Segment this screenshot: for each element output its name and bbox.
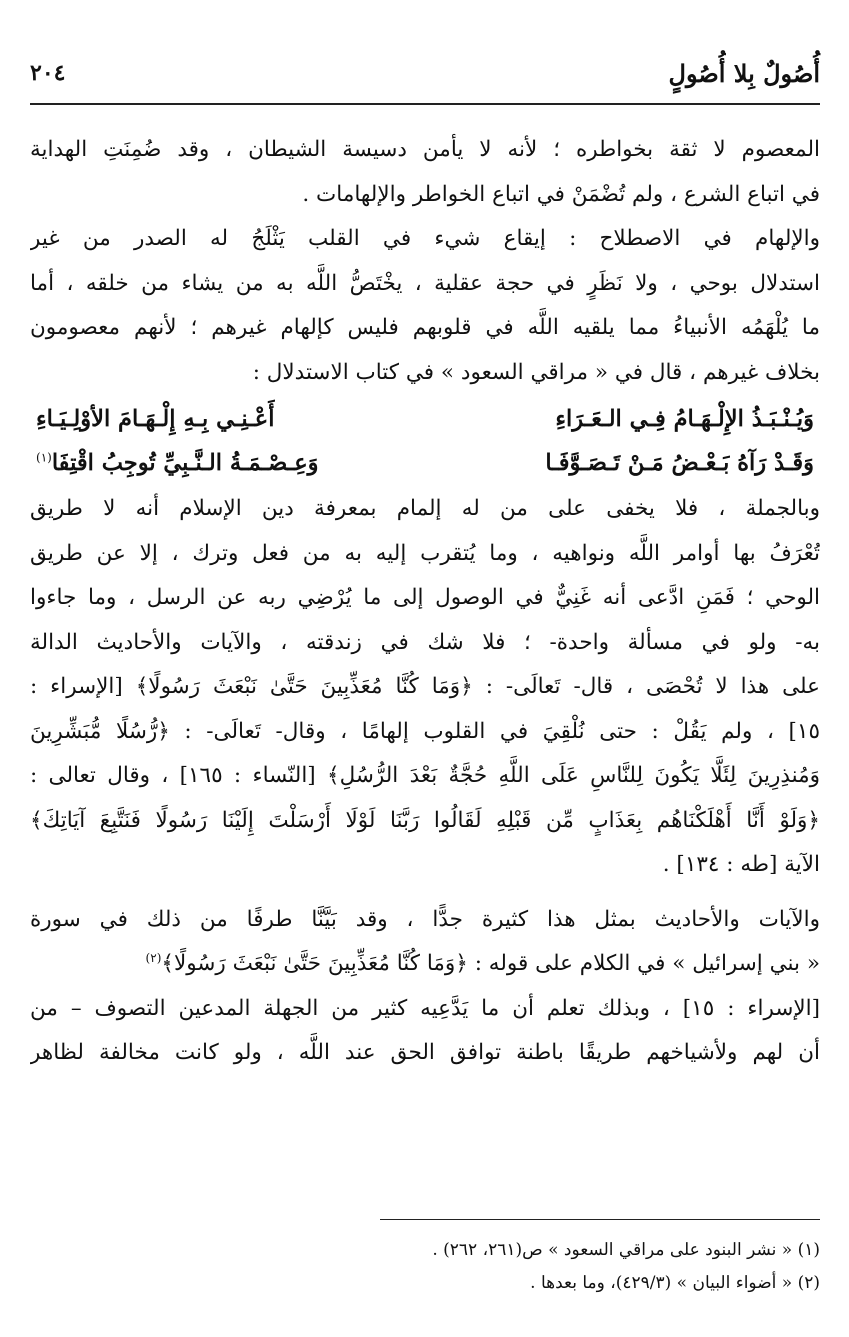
verse-line: [36, 397, 814, 441]
page-number: ٢٠٤: [30, 60, 66, 86]
paragraph-3: [30, 487, 820, 888]
text-line: « بني إسرائيل » في الكلام على قوله : ﴿وَمَا كُنَّا مُعَذِّبِينَ حَتَّىٰ نَبْعَثَ رَسُولًا﴾: [161, 951, 820, 976]
text-line: الآية [طه : ١٣٤] .: [662, 852, 820, 877]
verse-line: [36, 441, 814, 485]
text-line: وَمُنذِرِينَ لِئَلَّا يَكُونَ لِلنَّاسِ عَلَى اللَّهِ حُجَّةٌ بَعْدَ الرُّسُلِ﴾ [النّساء : ١٦٥] ، وقال تعالى :: [30, 763, 820, 788]
text-line: على هذا لا تُحْصَى ، قال- تَعالَى- : ﴿وَمَا كُنَّا مُعَذِّبِينَ حَتَّىٰ نَبْعَثَ رَسُولًا﴾ [الإسراء :: [30, 674, 820, 699]
text-line-with-note: [30, 942, 820, 987]
text-line: بخلاف غيرهم ، قال في « مراقي السعود » في كتاب الاستدلال :: [252, 359, 820, 385]
text-line: في اتباع الشرع ، ولم تُضْمَنْ في اتباع الخواطر والإلهامات .: [302, 181, 820, 207]
verse-hemistich: وَقَـدْ رَآهُ بَـعْـضُ مَـنْ تَـصَـوَّفَـا: [545, 450, 814, 476]
poem-verse: [30, 395, 820, 487]
book-title: أُصُولٌ بِلا أُصُولٍ: [668, 58, 820, 88]
page-body: [30, 128, 820, 1076]
text-line: استدلال بوحي ، ولا نَظَرٍ في حجة عقلية ، يخْتَصُّ اللَّه به من يشاء من خلقه ، أما: [30, 270, 820, 296]
text-line: والآيات والأحاديث بمثل هذا كثيرة جدًّا ، وقد بَيَّنَّا طرفًا من ذلك في سورة: [30, 906, 820, 932]
footnote-divider: [380, 1219, 820, 1220]
paragraph-4: [30, 898, 820, 1076]
verse-hemistich-with-note: [36, 441, 319, 485]
text-line: ﴿وَلَوْ أَنَّا أَهْلَكْنَاهُم بِعَذَابٍ مِّن قَبْلِهِ لَقَالُوا رَبَّنَا لَوْلَا أَرْسَلْتَ إِلَيْنَا رَسُولًا فَنَتَّبِعَ آيَاتِكَ﴾: [30, 807, 820, 833]
verse-hemistich: وَعِـصْـمَـةُ الـنَّـبِيِّ تُوجِبُ اقْتِفَا: [51, 450, 319, 476]
text-line: وبالجملة ، فلا يخفى على من له إلمام بمعرفة دين الإسلام أنه لا طريق: [30, 496, 820, 521]
verse-hemistich: أَعْـنِـي بِـهِ إِلْـهَـامَ الأوْلِـيَـاءِ: [36, 406, 275, 432]
verse-hemistich: وَيُـنْـبَـذُ الإِلْـهَـامُ فِـي الـعَـرَاءِ: [555, 406, 814, 432]
footnotes: [30, 1234, 820, 1300]
text-line: ما يُلْهَمُه الأنبياءُ مما يلقيه اللَّه في قلوبهم فليس كإلهام غيرهم ؛ لأنهم معصومون: [30, 315, 820, 340]
text-line: به- ولو في مسألة واحدة- ؛ فلا شك في زندقته ، والآيات والأحاديث الدالة: [30, 629, 820, 655]
paragraph-gap: [30, 888, 820, 898]
running-header: [30, 52, 820, 94]
footnote-1: (١) « نشر البنود على مراقي السعود » ص(٢٦١، ٢٦٢) .: [432, 1240, 820, 1260]
footnote-marker[interactable]: (١): [36, 450, 52, 465]
text-line: [الإسراء : ١٥] ، وبذلك تعلم أن ما يَدَّعِيه كثير من الجهلة المدعين التصوف – من: [30, 995, 820, 1021]
text-line: والإلهام في الاصطلاح : إيقاع شيء في القلب يَثْلَجُ له الصدر من غير: [30, 226, 820, 251]
text-line: تُعْرَفُ بها أوامر اللَّه ونواهيه ، وما يُتقرب إليه به من فعل وترك ، إلا عن طريق: [30, 540, 820, 566]
text-line: المعصوم لا ثقة بخواطره ؛ لأنه لا يأمن دسيسة الشيطان ، وقد ضُمِنَتِ الهداية: [30, 137, 820, 162]
text-line: أن لهم ولأشياخهم طريقًا باطنة توافق الحق عند اللَّه ، ولو كانت مخالفة لظاهر: [30, 1040, 820, 1065]
header-divider: [30, 103, 820, 105]
paragraph-1: [30, 128, 820, 217]
paragraph-2: [30, 217, 820, 395]
text-line: ١٥] ، ولم يَقُلْ : حتى نُلْقِيَ في القلوب إلهامًا ، وقال- تَعالَى- : ﴿رُّسُلًا مُّبَشِّرِينَ: [30, 718, 820, 744]
footnote-2: (٢) « أضواء البيان » (٤٢٩/٣)، وما بعدها .: [530, 1273, 820, 1293]
footnote-marker[interactable]: (٢): [145, 950, 162, 965]
text-line: الوحي ؛ فَمَنِ ادَّعى أنه غَنِيٌّ في الوصول إلى ما يُرْضِي ربه عن الرسل ، وما جاءوا: [30, 585, 820, 610]
